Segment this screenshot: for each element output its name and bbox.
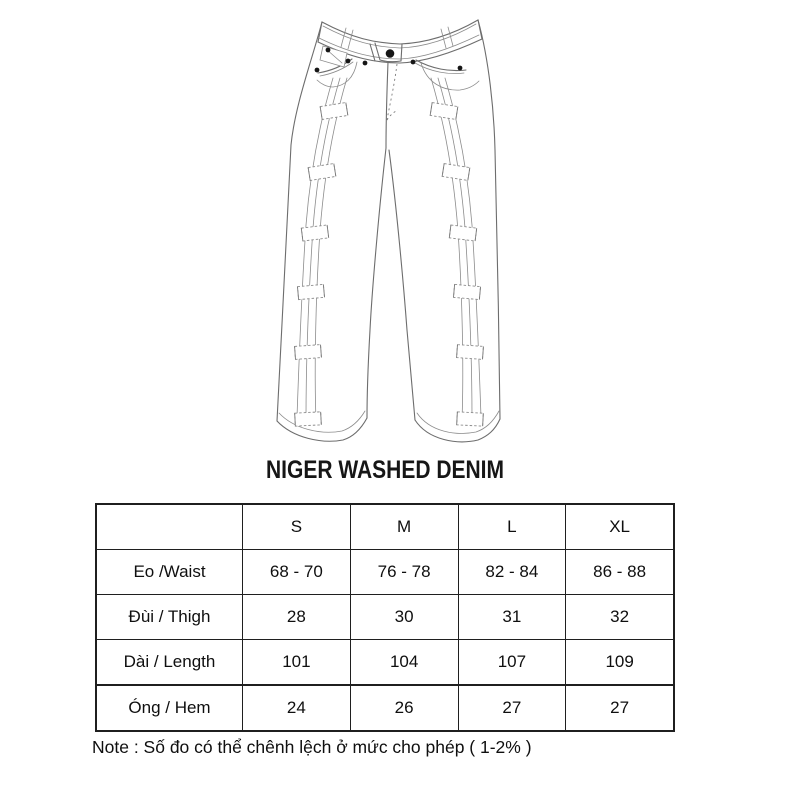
- column-header-s: S: [242, 505, 350, 549]
- fly: [386, 62, 398, 148]
- hem-m: 26: [350, 686, 458, 730]
- thigh-l: 31: [458, 595, 566, 639]
- right-stripe-tabs: [430, 103, 483, 427]
- column-header-m: M: [350, 505, 458, 549]
- row-label: Eo /Waist: [133, 562, 206, 581]
- left-side-stripe: [297, 78, 347, 421]
- left-stripe-tabs: [295, 103, 348, 427]
- size-table-header-row: [97, 505, 673, 550]
- measurement-note: Note : Số đo có thể chênh lệch ở mức cho phép ( 1-2% ): [92, 737, 532, 757]
- hem-l: 27: [458, 686, 566, 730]
- size-table: [95, 503, 675, 732]
- table-row-length: [97, 640, 673, 685]
- product-title: NIGER WASHED DENIM: [265, 456, 505, 484]
- waist-s: 68 - 70: [242, 550, 350, 594]
- waist-l: 82 - 84: [458, 550, 566, 594]
- row-label: Óng / Hem: [128, 698, 211, 717]
- row-label: Đùi / Thigh: [128, 607, 211, 626]
- hem-s: 24: [242, 686, 350, 730]
- left-leg: [277, 22, 386, 441]
- table-row-waist: [97, 550, 673, 595]
- waist-m: 76 - 78: [350, 550, 458, 594]
- waist-button: [386, 49, 395, 58]
- length-xl: 109: [565, 640, 673, 684]
- row-label: Dài / Length: [123, 652, 216, 671]
- corner-cell: [97, 505, 242, 549]
- table-row-hem: [97, 685, 673, 730]
- table-row-thigh: [97, 595, 673, 640]
- thigh-s: 28: [242, 595, 350, 639]
- right-side-stripe: [431, 78, 481, 421]
- thigh-xl: 32: [565, 595, 673, 639]
- column-header-xl: XL: [565, 505, 673, 549]
- length-m: 104: [350, 640, 458, 684]
- column-header-l: L: [458, 505, 566, 549]
- waist-xl: 86 - 88: [565, 550, 673, 594]
- length-s: 101: [242, 640, 350, 684]
- length-l: 107: [458, 640, 566, 684]
- thigh-m: 30: [350, 595, 458, 639]
- hem-xl: 27: [565, 686, 673, 730]
- right-leg: [389, 20, 500, 442]
